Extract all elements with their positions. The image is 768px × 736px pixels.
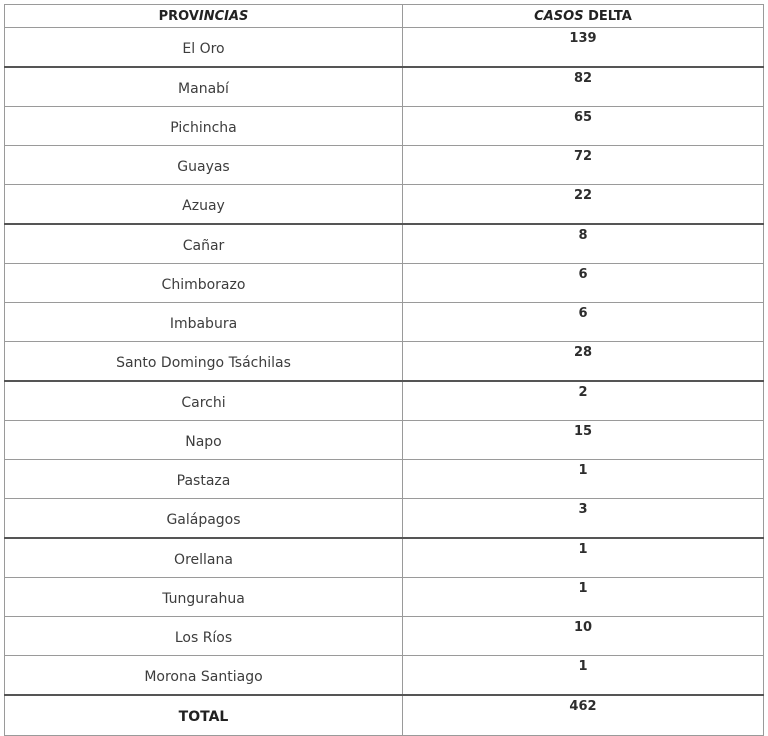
cases-cell: 3: [403, 499, 764, 539]
table-row: [5, 578, 764, 617]
delta-cases-table-container: [4, 4, 763, 736]
province-cell: Napo: [5, 421, 403, 460]
province-cell: Pastaza: [5, 460, 403, 499]
cases-cell: 1: [403, 538, 764, 578]
cases-cell: 2: [403, 381, 764, 421]
table-header-row: [5, 5, 764, 28]
table-row: [5, 381, 764, 421]
table-row: [5, 499, 764, 539]
header-casos-delta: CASOS DELTA: [403, 5, 764, 28]
cases-cell: 28: [403, 342, 764, 382]
table-row: [5, 538, 764, 578]
cases-cell: 72: [403, 146, 764, 185]
cases-cell: 65: [403, 107, 764, 146]
table-row: [5, 224, 764, 264]
cases-cell: 15: [403, 421, 764, 460]
total-row: [5, 695, 764, 736]
province-cell: Pichincha: [5, 107, 403, 146]
table-row: [5, 264, 764, 303]
province-cell: Imbabura: [5, 303, 403, 342]
cases-cell: 1: [403, 460, 764, 499]
province-cell: Tungurahua: [5, 578, 403, 617]
cases-cell: 10: [403, 617, 764, 656]
table-row: [5, 185, 764, 225]
table-row: [5, 67, 764, 107]
province-cell: Chimborazo: [5, 264, 403, 303]
table-row: [5, 460, 764, 499]
province-cell: Los Ríos: [5, 617, 403, 656]
cases-cell: 8: [403, 224, 764, 264]
province-cell: Carchi: [5, 381, 403, 421]
cases-cell: 1: [403, 656, 764, 696]
table-row: [5, 28, 764, 68]
table-row: [5, 342, 764, 382]
table-row: [5, 421, 764, 460]
header-provincias: PROVINCIAS: [5, 5, 403, 28]
cases-cell: 6: [403, 264, 764, 303]
delta-cases-table: [4, 4, 764, 736]
table-row: [5, 303, 764, 342]
table-row: [5, 146, 764, 185]
cases-cell: 139: [403, 28, 764, 68]
province-cell: Galápagos: [5, 499, 403, 539]
province-cell: Cañar: [5, 224, 403, 264]
table-row: [5, 107, 764, 146]
total-label: TOTAL: [5, 695, 403, 736]
cases-cell: 6: [403, 303, 764, 342]
province-cell: Guayas: [5, 146, 403, 185]
province-cell: Manabí: [5, 67, 403, 107]
province-cell: Azuay: [5, 185, 403, 225]
cases-cell: 22: [403, 185, 764, 225]
province-cell: El Oro: [5, 28, 403, 68]
cases-cell: 82: [403, 67, 764, 107]
cases-cell: 1: [403, 578, 764, 617]
table-row: [5, 617, 764, 656]
province-cell: Morona Santiago: [5, 656, 403, 696]
total-cases: 462: [403, 695, 764, 736]
province-cell: Orellana: [5, 538, 403, 578]
province-cell: Santo Domingo Tsáchilas: [5, 342, 403, 382]
table-row: [5, 656, 764, 696]
